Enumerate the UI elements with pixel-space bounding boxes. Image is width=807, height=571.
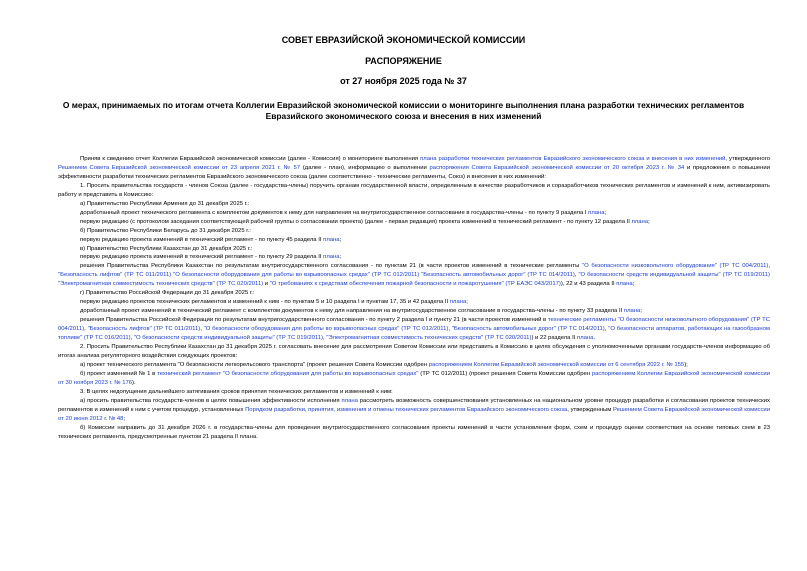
document-link[interactable]: распоряжения Совета Евразийской экономической комиссии от 20 октября 2023 г. № 34 <box>429 164 685 171</box>
paragraph-text: , <box>84 326 88 333</box>
document-date-number: от 27 ноября 2025 года № 37 <box>340 76 467 86</box>
document-title-line: Евразийского экономического союза и внесения в них изменений <box>265 111 542 121</box>
document-link[interactable]: плана <box>323 254 340 261</box>
document-title <box>30 100 777 122</box>
document-link[interactable]: "О безопасности средств индивидуальной защиты" (ТР ТС 019/2011) <box>133 335 324 342</box>
paragraph-text: ; <box>632 281 635 288</box>
document-link[interactable]: "Электромагнитная совместимость технических средств" (ТР ТС 020/2011) <box>58 281 264 288</box>
paragraph <box>58 397 770 424</box>
paragraph-text: , <box>768 263 770 270</box>
document-link[interactable]: "О безопасности низковольтного оборудования" (ТР ТС 004/2011) <box>582 263 769 270</box>
paragraph-text: решения Правительства Республики Казахстан по результатам внутригосударственного согласования - по пунктам 21 (в части проектов изменений в технические регламенты <box>80 263 583 270</box>
document-link[interactable]: плана <box>323 236 340 243</box>
paragraph-text: первую редакцию проекта изменений в технический регламент - по пункту 29 раздела II <box>80 254 324 261</box>
paragraph-text: , <box>323 335 327 342</box>
paragraph <box>58 209 770 218</box>
paragraph <box>58 388 770 397</box>
paragraph-text: ; <box>339 236 342 243</box>
paragraph <box>58 316 770 343</box>
paragraph-text: решения Правительства Российской Федерации по результатам внутригосударственного согласования - по пункту 2 раздела I и пункту 21 (в части проектов изменений в <box>80 317 548 324</box>
document-link[interactable]: плана <box>577 335 594 342</box>
paragraph <box>58 343 770 361</box>
paragraph-text: (далее - план), информацию о выполнении <box>300 164 430 171</box>
paragraph-text: ); <box>684 361 688 368</box>
paragraph-text: , <box>574 272 579 279</box>
document-link[interactable]: распоряжением Коллегии Евразийской экономической комиссии от 30 ноября 2023 г. № 176 <box>58 370 771 386</box>
paragraph <box>58 218 770 227</box>
document-link[interactable]: технические регламенты <box>547 317 616 324</box>
paragraph-text: 2. Просить Правительство Республики Казахстан до 31 декабря 2025 г. согласовать внесение для рассмотрения Советом Комиссии или представить в Комиссию в целях обсуждения с уполномоченными органами государств-членов информацию об итогах анализа регуляторного воздействия следующих проектов: <box>58 344 770 359</box>
paragraph-text: первую редакцию проекта изменений в технический регламент - по пункту 45 раздела II <box>80 236 324 243</box>
document-link[interactable]: плана разработки технических регламентов Евразийского экономического союза и внесения в них изменений <box>420 156 726 162</box>
document-body <box>58 155 770 442</box>
paragraph-text: а) просить правительства государств-членов в целях повышения эффективности исполнения <box>80 397 342 404</box>
document-link[interactable]: "Безопасность лифтов" (ТР ТС 011/2011) <box>58 272 172 279</box>
paragraph-text: , утвержденного <box>725 156 770 162</box>
document-link[interactable]: "О требованиях к средствам обеспечения пожарной безопасности и пожаротушения" (ТР ЕАЭС 043/2017) <box>269 281 561 288</box>
document-type: РАСПОРЯЖЕНИЕ <box>365 56 442 66</box>
document-link[interactable]: "О безопасности аппаратов, работающих на газообразном топливе" (ТР ТС 016/2011) <box>58 326 770 342</box>
paragraph-text: 1. Просить правительства государств - членов Союза (далее - государства-члены) поручить органам государственной власти, определенным в качестве разработчиков и соразработчиков технических регламентов и изменений к ним, активизировать работу и представить в Комиссию: <box>58 182 770 198</box>
document-link[interactable]: "О безопасности оборудования для работы во взрывоопасных средах" (ТР ТС 012/2011) <box>203 326 449 333</box>
document-link[interactable]: плана <box>623 308 641 315</box>
document-link[interactable]: плана <box>588 209 605 216</box>
paragraph-text: 3. В целях недопущения дальнейшего затягивания сроков принятия технических регламентов и изменений к ним: <box>80 388 393 395</box>
paragraph-text: , <box>200 326 204 333</box>
paragraph <box>58 236 770 245</box>
paragraph-text: Приняв к сведению отчет Коллегии Евразийской экономической комиссии (далее - Комиссия) о мониторинге выполнения <box>80 156 421 162</box>
paragraph-text: а) Правительство Республики Армения до 31 декабря 2025 г.: <box>80 200 250 207</box>
paragraph-text: б) проект изменений № 1 в <box>80 370 158 377</box>
paragraph <box>58 424 770 442</box>
document-link[interactable]: "О безопасности средств индивидуальной защиты" (ТР ТС 019/2011) <box>578 272 770 279</box>
paragraph-text: б) Правительство Республики Беларусь до 31 декабря 2025 г.: <box>80 227 251 234</box>
paragraph <box>58 245 770 254</box>
document-link[interactable]: плана <box>449 299 467 306</box>
paragraph-text: а) проект технического регламента "О безопасности легкорельсового транспорта" (проект решения Совета Комиссии одобрен <box>80 361 429 368</box>
paragraph-text: ; <box>604 209 607 216</box>
paragraph <box>58 307 770 316</box>
paragraph <box>58 155 770 182</box>
paragraph-text: ) и 22 раздела II <box>531 335 577 342</box>
paragraph <box>58 262 770 289</box>
document-link[interactable]: Решением Совета Евразийской экономической комиссии от 20 июня 2012 г. № 48 <box>58 406 770 422</box>
document-link[interactable]: "О безопасности низковольтного оборудования" (ТР ТС 004/2011) <box>58 317 770 333</box>
paragraph-text: , <box>604 326 609 333</box>
paragraph-text: , утвержденным <box>567 406 613 413</box>
paragraph <box>58 298 770 307</box>
paragraph <box>58 361 770 370</box>
document-link[interactable]: Порядком разработки, принятия, изменения и отмены технических регламентов Евразийского экономического союза <box>245 406 568 413</box>
paragraph-text: , <box>130 335 134 342</box>
paragraph-text: . <box>593 335 596 342</box>
document-link[interactable]: распоряжением Коллегии Евразийской экономической комиссии от 6 сентября 2022 г. № 155 <box>428 361 685 368</box>
paragraph-text: первую редакцию (с протоколом заседания соответствующей рабочей группы о согласовании проекта) (далее - первая редакция) проекта изменений в технический регламент - по пункту 12 раздела II <box>80 218 632 225</box>
document-link[interactable]: "О безопасности оборудования для работы во взрывоопасных средах" (ТР ТС 012/2011) <box>173 272 420 279</box>
paragraph-text: ), 22 и 43 раздела II <box>560 281 617 288</box>
paragraph <box>58 227 770 236</box>
paragraph-text: ; <box>123 415 126 422</box>
paragraph-text: и <box>263 281 270 288</box>
paragraph-text: ). <box>132 379 136 386</box>
paragraph-text: , <box>448 326 452 333</box>
document-link[interactable]: плана <box>341 397 358 404</box>
paragraph-text: и предложения о повышении эффективности разработки технических регламентов Евразийского экономического союза (далее соответственно - технические регламенты, Союз) и внесения в них изменений: <box>58 164 771 180</box>
paragraph-text: ; <box>640 308 642 315</box>
paragraph-text: ; <box>466 299 468 306</box>
issuing-body: СОВЕТ ЕВРАЗИЙСКОЙ ЭКОНОМИЧЕСКОЙ КОМИССИИ <box>281 35 526 45</box>
document-link[interactable]: плана <box>616 281 633 288</box>
document-link[interactable]: плана <box>631 218 648 225</box>
paragraph <box>58 253 770 262</box>
document-link[interactable]: "Электромагнитная совместимость технических средств" (ТР ТС 020/2011) <box>326 335 532 342</box>
paragraph-text: первую редакцию проектов технических регламентов и изменений к ним - по пунктам 5 и 10 раздела I и пунктам 17, 35 и 42 раздела II <box>80 299 450 306</box>
document-link[interactable]: "Безопасность автомобильных дорог" (ТР ТС 014/2011) <box>421 272 575 279</box>
paragraph-text: б) Комиссии направить до 31 декабря 2026 г. в государства-члены для проведения внутригосударственного согласования проекты изменений в части установления форм, схем и процедур оценки соответствия на основе типовых схем в 23 технических регламента, предусмотренные пунктом 21 раздела II плана. <box>58 424 770 440</box>
document-title-line: О мерах, принимаемых по итогам отчета Коллегии Евразийской экономической комиссии о мониторинге выполнения плана разработки технических регламентов <box>62 100 745 110</box>
paragraph-text: (ТР ТС 012/2011) (проект решения Совета Комиссии одобрен <box>418 370 592 377</box>
paragraph-text: ; <box>339 254 342 261</box>
paragraph-text: доработанный проект технического регламента с комплектом документов к нему для направления на внутригосударственное согласование в государства-члены - по пункту 9 раздела I <box>80 209 589 216</box>
paragraph <box>58 289 770 298</box>
document-link[interactable]: Решением Совета Евразийской экономической комиссии от 23 апреля 2021 г. № 57 <box>58 164 301 171</box>
paragraph-text: в) Правительство Республики Казахстан до 31 декабря 2025 г.: <box>80 245 253 252</box>
paragraph <box>58 200 770 209</box>
paragraph-text: г) Правительство Российской Федерации до 31 декабря 2025 г.: <box>80 290 255 297</box>
document-link[interactable]: "Безопасность автомобильных дорог" (ТР ТС 014/2011) <box>451 326 605 333</box>
paragraph-text: рассмотреть возможность совершенствования установленных на национальном уровне процедур разработки и согласования проектов технических регламентов и изменений к ним с учетом процедур, установленных <box>58 397 770 413</box>
paragraph-text: доработанный проект изменений в технический регламент с комплектом документов к нему для направления на внутригосударственное согласование в государства-члены - по пункту 33 раздела II <box>80 308 624 315</box>
document-link[interactable]: "Безопасность лифтов" (ТР ТС 011/2011) <box>87 326 201 333</box>
paragraph <box>58 370 770 388</box>
paragraph <box>58 182 770 200</box>
document-link[interactable]: технический регламент "О безопасности оборудования для работы во взрывоопасных средах" <box>157 370 419 377</box>
paragraph-text: ; <box>648 218 650 225</box>
